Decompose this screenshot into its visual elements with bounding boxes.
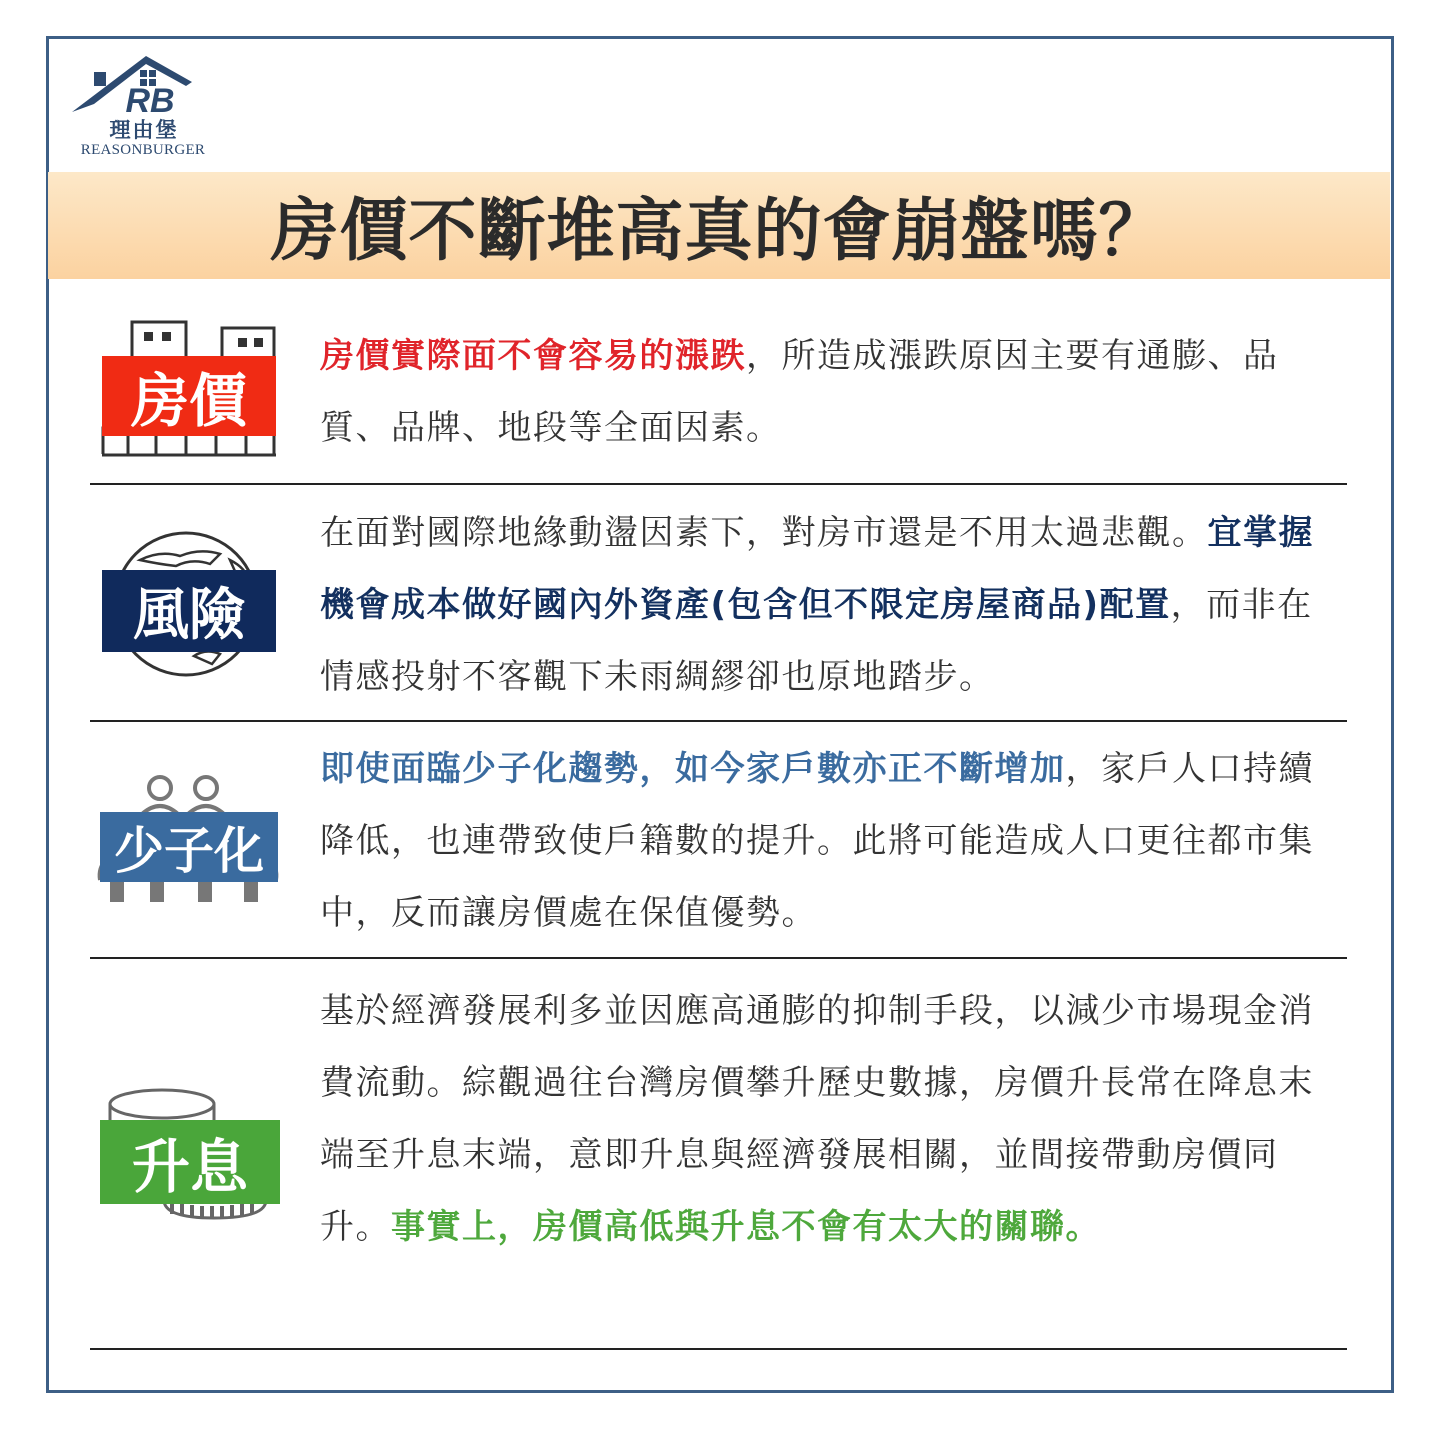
section-risk-text: [320, 497, 1330, 713]
rate-hike-lead: 基於經濟發展利多並因應高通膨的抑制手段，以減少市場現金消費流動。綜觀過往台灣房價攀升歷史數據，房價升長常在降息末端至升息末端，意即升息與經濟發展相關，並間接帶動房價同升。: [320, 991, 1314, 1247]
risk-rest: ，而非在情感投射不客觀下未雨綢繆卻也原地踏步。: [320, 585, 1313, 697]
logo-house-icon: [68, 50, 218, 120]
logo-mark: RB: [125, 82, 175, 120]
section-rate-hike-text: [320, 975, 1330, 1263]
logo: [68, 50, 218, 162]
house-price-highlight: 房價實際面不會容易的漲跌: [320, 336, 746, 376]
label-rate-hike: 升息: [100, 1120, 280, 1204]
logo-name-en: REASONBURGER: [80, 142, 206, 158]
section-divider: [90, 1348, 1347, 1350]
family-icon: [94, 772, 282, 904]
page-title: 房價不斷堆高真的會崩盤嗎？: [270, 192, 1168, 271]
logo-name-cn: 理由堡: [109, 117, 179, 142]
low-birthrate-rest: ，家戶人口持續降低，也連帶致使戶籍數的提升。此將可能造成人口更往都市集中，反而讓房價處在保值優勢。: [320, 749, 1314, 933]
label-low-birthrate: 少子化: [100, 812, 278, 882]
label-house-price: 房價: [102, 356, 276, 436]
title-band: [48, 172, 1390, 279]
globe-icon: [100, 530, 278, 680]
section-low-birthrate-text: [320, 733, 1330, 949]
low-birthrate-highlight: 即使面臨少子化趨勢，如今家戶數亦正不斷增加: [320, 749, 1066, 789]
section-divider: [90, 720, 1347, 722]
risk-highlight: 宜掌握機會成本做好國內外資產(包含但不限定房屋商品)配置: [320, 513, 1314, 625]
coin-stack-icon: [100, 1088, 280, 1224]
section-house-price-text: [320, 320, 1330, 464]
house-price-rest: ，所造成漲跌原因主要有通膨、品質、品牌、地段等全面因素。: [320, 336, 1279, 448]
section-divider: [90, 957, 1347, 959]
label-risk: 風險: [102, 570, 276, 652]
section-divider: [90, 483, 1347, 485]
risk-lead: 在面對國際地緣動盪因素下，對房市還是不用太過悲觀。: [320, 513, 1208, 553]
buildings-icon: [100, 318, 278, 458]
rate-hike-highlight: 事實上，房價高低與升息不會有太大的關聯。: [391, 1207, 1101, 1247]
